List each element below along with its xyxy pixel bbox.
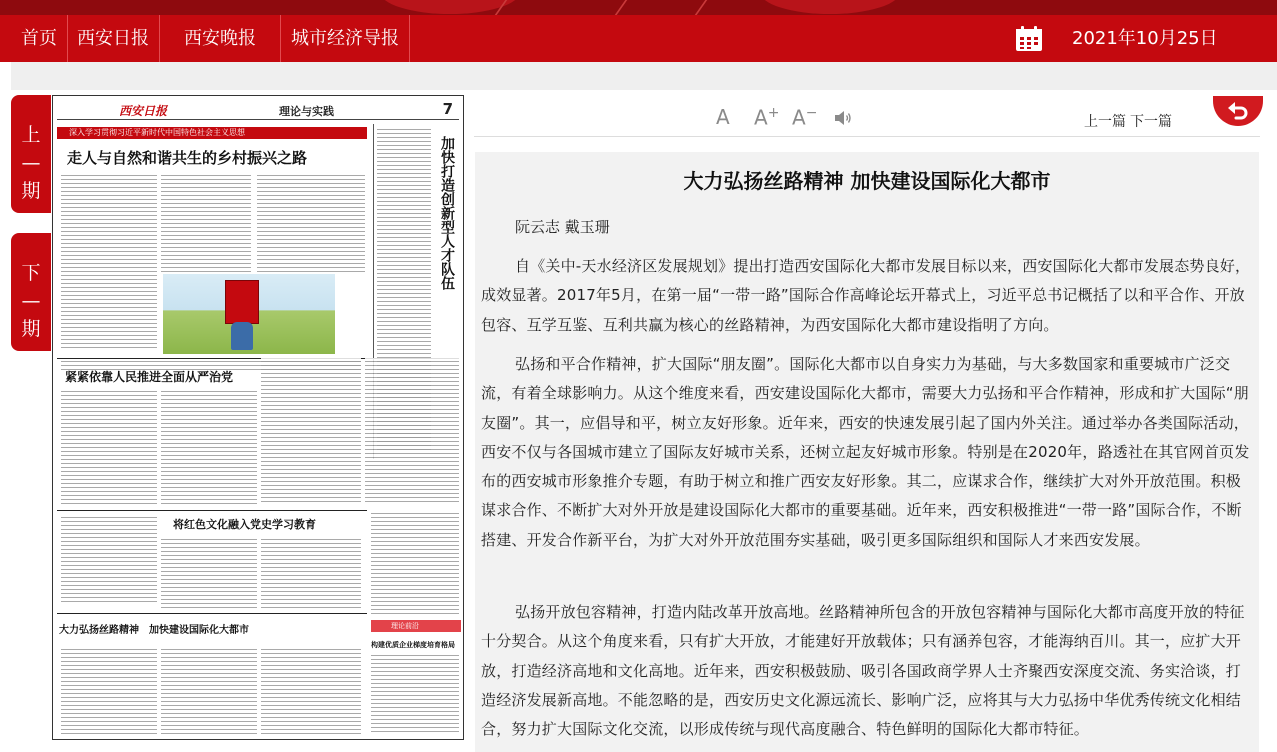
newspaper-page[interactable] bbox=[52, 95, 464, 740]
illustration-book bbox=[225, 280, 259, 324]
issue-date: 2021年10月25日 bbox=[1072, 28, 1218, 49]
paper-text-block bbox=[371, 510, 459, 615]
paper-text-block bbox=[261, 536, 361, 608]
nav-city-economy[interactable]: 城市经济导报 bbox=[291, 28, 399, 49]
top-banner bbox=[0, 0, 1277, 15]
return-arrow-icon bbox=[1227, 100, 1249, 120]
nav-divider bbox=[67, 15, 68, 62]
font-normal-button[interactable] bbox=[716, 105, 730, 129]
prev-issue-char: 期 bbox=[21, 180, 41, 202]
article-panel bbox=[475, 152, 1259, 752]
nav-xian-evening[interactable]: 西安晚报 bbox=[184, 28, 256, 49]
speaker-icon[interactable] bbox=[834, 110, 852, 126]
font-smaller-label: A bbox=[792, 105, 806, 130]
prev-issue-char: 上 bbox=[21, 124, 41, 146]
article-authors: 阮云志 戴玉珊 bbox=[515, 218, 610, 236]
font-larger-sup: + bbox=[767, 105, 780, 121]
paper-page-number: 7 bbox=[442, 100, 453, 118]
article-title: 大力弘扬丝路精神 加快建设国际化大都市 bbox=[683, 169, 1051, 193]
paper-text-block bbox=[161, 646, 257, 734]
paper-headline-5[interactable]: 构建优质企业梯度培育格局 bbox=[371, 641, 455, 649]
font-smaller-sup: − bbox=[805, 105, 818, 121]
article-paragraph: 自《关中-天水经济区发展规划》提出打造西安国际化大都市发展目标以来，西安国际化大都市发展态势良好，成效显著。2017年5月，在第一届“一带一路”国际合作高峰论坛开幕式上，习近平总书记概括了以和平合作、开放包容、互学互鉴、互利共赢为核心的丝路精神，为西安国际化大都市建设指明了方向。 bbox=[481, 257, 1251, 334]
font-larger-label: A bbox=[754, 105, 768, 130]
calendar-icon[interactable] bbox=[1015, 25, 1043, 52]
font-smaller-button[interactable] bbox=[792, 105, 817, 130]
paper-text-block bbox=[61, 514, 157, 604]
paper-section-tag: 理论前沿 bbox=[371, 620, 461, 632]
next-article-link[interactable]: 下一篇 bbox=[1130, 114, 1172, 130]
nav-divider bbox=[409, 15, 410, 62]
paper-text-block bbox=[61, 388, 157, 504]
article-toolbar bbox=[474, 101, 1260, 137]
paper-text-block bbox=[371, 652, 459, 734]
section-rule bbox=[57, 613, 367, 614]
nav-divider bbox=[159, 15, 160, 62]
paper-text-block bbox=[61, 646, 157, 734]
paper-text-block bbox=[61, 172, 157, 350]
article-paragraph: 弘扬和平合作精神，扩大国际“朋友圈”。国际化大都市以自身实力为基础，与大多数国家和重要城市广泛交流，有着全球影响力。从这个维度来看，西安建设国际化大都市，需要大力弘扬和平合作精神，形成和扩大国际“朋友圈”。其一，应倡导和平，树立友好形象。近年来，西安的快速发展引起了国内外关注。通过举办各类国际活动，西安不仅与各国城市建立了国际友好城市关系，还树立起友好城市形象。特别是在2020年，路透社在其官网首页发布的西安城市形象推介专题，有助于树立和推广西安友好形象。其二，应谋求合作，继续扩大对外开放范围。积极谋求合作、不断扩大对外开放是建设国际化大都市的重要基础。近年来，西安积极推进“一带一路”国际合作，不断搭建、开发合作新平台，为扩大对外开放范围夯实基础，吸引更多国际组织和国际人才来西安发展。 bbox=[481, 355, 1250, 549]
banner-decoration bbox=[695, 0, 708, 15]
paper-headline-main[interactable]: 走人与自然和谐共生的乡村振兴之路 bbox=[67, 149, 308, 167]
font-normal-label: A bbox=[716, 105, 730, 129]
paper-banner: 深入学习贯彻习近平新时代中国特色社会主义思想 bbox=[57, 127, 367, 139]
paper-illustration bbox=[163, 274, 335, 354]
paper-text-block bbox=[261, 646, 361, 734]
font-larger-button[interactable] bbox=[754, 105, 779, 130]
nav-home[interactable]: 首页 bbox=[21, 28, 57, 49]
article-paragraph: 弘扬开放包容精神，打造内陆改革开放高地。丝路精神所包含的开放包容精神与国际化大都市高度开放的特征十分契合。从这个角度来看，只有扩大开放，才能建好开放载体；只有涵养包容，才能海纳百川。其一，应扩大开放，打造经济高地和文化高地。近年来，西安积极鼓励、吸引各国政商学界人士齐聚西安深度交流、务实洽谈，打造经济发展新高地。不能忽略的是，西安历史文化源远流长、影响广泛，应将其与大力弘扬中华优秀传统文化相结合，努力扩大国际文化交流，以形成传统与现代高度融合、特色鲜明的国际化大都市特征。 bbox=[481, 603, 1245, 739]
nav-divider bbox=[280, 15, 281, 62]
top-nav bbox=[0, 15, 1277, 62]
paper-headline-2[interactable]: 紧紧依靠人民推进全面从严治党 bbox=[65, 370, 234, 384]
paper-headline-4[interactable]: 大力弘扬丝路精神 加快建设国际化大都市 bbox=[59, 625, 249, 636]
paper-headline-3[interactable]: 将红色文化融入党史学习教育 bbox=[173, 518, 316, 531]
paper-text-block bbox=[161, 388, 257, 504]
next-issue-button[interactable] bbox=[11, 233, 51, 351]
paper-text-block bbox=[161, 536, 257, 608]
paper-text-block bbox=[365, 358, 459, 504]
paper-text-block bbox=[261, 358, 361, 504]
prev-article-link[interactable]: 上一篇 bbox=[1084, 114, 1126, 130]
next-issue-char: 下 bbox=[21, 262, 41, 284]
paper-headline-vertical[interactable]: 加快打造创新型人才队伍 bbox=[439, 136, 455, 290]
banner-decoration bbox=[615, 0, 628, 15]
next-issue-char: 期 bbox=[21, 318, 41, 340]
paper-text-block bbox=[257, 172, 365, 272]
prev-issue-char: — bbox=[21, 152, 41, 174]
section-rule bbox=[57, 510, 367, 511]
paper-text-block bbox=[161, 172, 251, 272]
paper-masthead bbox=[57, 100, 459, 120]
nav-xian-daily[interactable]: 西安日报 bbox=[77, 28, 149, 49]
banner-decoration bbox=[760, 0, 900, 14]
paper-brand: 西安日报 bbox=[119, 104, 168, 118]
illustration-person bbox=[231, 322, 253, 350]
paper-section: 理论与实践 bbox=[279, 105, 334, 118]
prev-issue-button[interactable] bbox=[11, 95, 51, 213]
next-issue-char: — bbox=[21, 290, 41, 312]
